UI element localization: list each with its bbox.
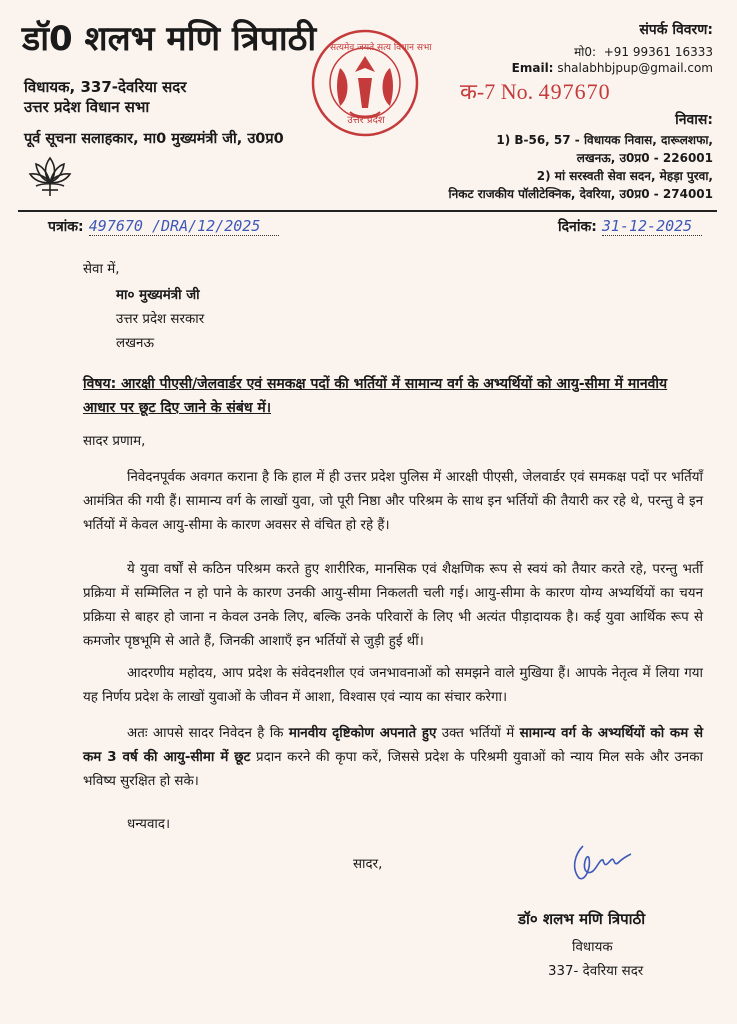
mobile-line — [574, 43, 713, 60]
thanks: धन्यवाद। — [127, 817, 171, 832]
salutation-to: सेवा में, — [83, 262, 120, 277]
advisor-line: पूर्व सूचना सलाहकार, मा0 मुख्यमंत्री जी, उ0प्र0 — [24, 131, 284, 147]
para4-part-e: प्रदान करने की कृपा करें, जिससे प्रदेश के परिश्रमी युवाओं को न्याय मिल सके और उनका भविष्य सुरक्षित हो सके। — [83, 750, 703, 789]
para4-part-c: उक्त भर्तियों में — [436, 726, 520, 741]
recipient-title: मा० मुख्यमंत्री जी — [116, 288, 200, 303]
signatory-role: विधायक — [572, 940, 613, 955]
reference-label: पत्रांक: — [48, 219, 84, 235]
designation-line: विधायक, 337-देवरिया सदर — [24, 78, 187, 96]
paragraph-1: निवेदनपूर्वक अवगत कराना है कि हाल में ही उत्तर प्रदेश पुलिस में आरक्षी पीएसी, जेलवार्डर एवं समकक्ष पदों पर भर्तियाँ आमंत्रित की गयी हैं। सामान्य वर्ग के लाखों युवा, जो पूरी निष्ठा और परिश्रम के साथ इन भर्तियों की तैयारी कर रहे थे, परन्तु वे इन भर्तियों में केवल आयु-सीमा के कारण अवसर से वंचित हो रहे हैं। — [83, 470, 703, 533]
seal-top-text: सत्यमेव जयते सत्य विधान सभा — [330, 43, 432, 53]
lotus-logo-icon — [28, 152, 72, 198]
residence-title: निवास: — [675, 112, 713, 128]
serial-value: 497670 — [538, 79, 611, 104]
paragraph-4 — [83, 722, 703, 794]
assembly-line: उत्तर प्रदेश विधान सभा — [24, 98, 150, 116]
signatory-name: डॉ० शलभ मणि त्रिपाठी — [518, 910, 646, 928]
date-label: दिनांक: — [558, 219, 597, 235]
recipient-city: लखनऊ — [116, 336, 154, 351]
date-row — [558, 216, 702, 236]
address-1b: लखनऊ, उ0प्र0 - 226001 — [576, 151, 713, 165]
mobile-label: मो0: — [574, 45, 597, 59]
closing: सादर, — [353, 857, 383, 872]
greeting: सादर प्रणाम, — [83, 434, 146, 449]
recipient-office: उत्तर प्रदेश सरकार — [116, 312, 205, 327]
serial-prefix: क-7 No. — [460, 79, 534, 104]
email-address: shalabhbjpup@gmail.com — [557, 61, 713, 75]
paragraph-3: आदरणीय महोदय, आप प्रदेश के संवेदनशील एवं जनभावनाओं को समझने वाले मुखिया हैं। आपके नेतृत्व में लिया गया यह निर्णय प्रदेश के लाखों युवाओं के जीवन में आशा, विश्वास एवं न्याय का संचार करेगा। — [83, 666, 703, 705]
date-value: 31-12-2025 — [602, 217, 702, 236]
reference-value: 497670 /DRA/12/2025 — [89, 217, 279, 236]
handwritten-signature-icon — [565, 838, 635, 886]
reference-row — [48, 216, 279, 236]
address-2a: 2) मां सरस्वती सेवा सदन, मेहड़ा पुरवा, — [536, 169, 713, 183]
serial-number — [460, 76, 611, 106]
para4-emphasis-2: सामान्य वर्ग के अभ्यर्थियों को कम से कम 3 वर्ष की आयु-सीमा में छूट — [83, 726, 703, 765]
email-label: Email: — [511, 61, 554, 75]
para4-emphasis-1: मानवीय दृष्टिकोण अपनाते हुए — [288, 726, 437, 741]
address-2b: निकट राजकीय पॉलीटेक्निक, देवरिया, उ0प्र0 - 274001 — [448, 187, 713, 201]
para4-part-a: अतः आपसे सादर निवेदन है कि — [127, 726, 289, 741]
signatory-constituency: 337- देवरिया सदर — [548, 964, 644, 979]
address-1a: 1) B-56, 57 - विधायक निवास, दारूलशफा, — [496, 133, 713, 147]
seal-bottom-text: उत्तर प्रदेश — [347, 115, 385, 126]
subject-line: विषय: आरक्षी पीएसी/जेलवार्डर एवं समकक्ष पदों की भर्तियों में सामान्य वर्ग के अभ्यर्थियों को आयु-सीमा में मानवीय आधार पर छूट दिए जाने के संबंध में। — [83, 376, 668, 416]
letterhead-name: डॉ0 शलभ मणि त्रिपाठी — [22, 19, 317, 59]
paragraph-2: ये युवा वर्षों से कठिन परिश्रम करते हुए शारीरिक, मानसिक एवं शैक्षणिक रूप से स्वयं को तैयार करते रहे, परन्तु भर्ती प्रक्रिया में सम्मिलित न हो पाने के कारण उनकी आयु-सीमा निकलती चली गई। आयु-सीमा के कारण योग्य अभ्यर्थियों का चयन प्रक्रिया से बाहर हो जाना न केवल उनके लिए, बल्कि उनके परिवारों के लिए भी अत्यंत पीड़ादायक है। कई युवा आर्थिक रूप से कमजोर पृष्ठभूमि से आते हैं, जिनकी आशाएँ इन भर्तियों से जुड़ी हुई थीं। — [83, 562, 703, 649]
mobile-number: +91 99361 16333 — [603, 45, 713, 59]
header-divider — [18, 210, 717, 212]
contact-title: संपर्क विवरण: — [639, 22, 713, 38]
email-line — [512, 61, 713, 75]
